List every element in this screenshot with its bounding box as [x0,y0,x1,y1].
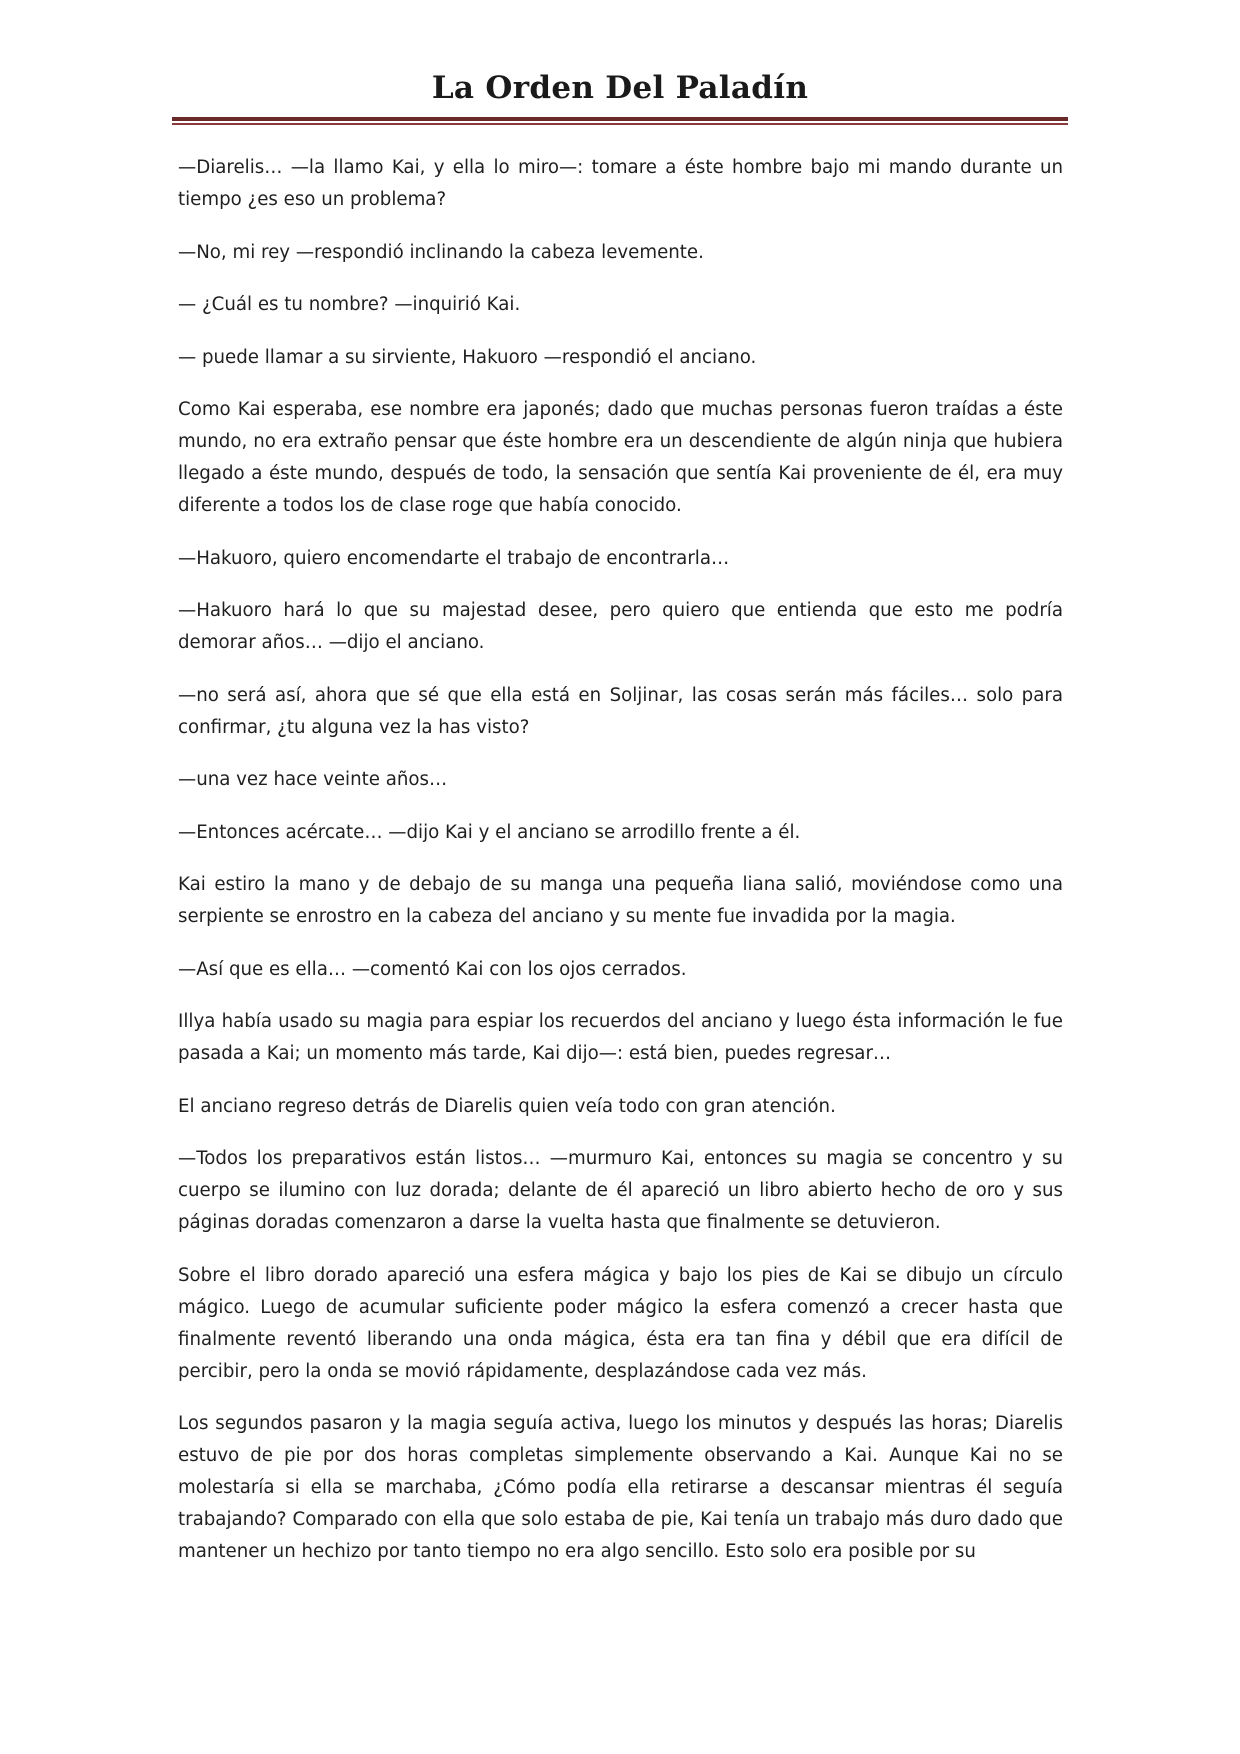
paragraph: Los segundos pasaron y la magia seguía activa, luego los minutos y después las horas; Diarelis estuvo de pie por dos horas completas simplemente observando a Kai. Aunque Kai no se molestaría si ella se marchaba, ¿Cómo podía ella retirarse a descansar mientras él seguía trabajando? Comparado con ella que solo estaba de pie, Kai tenía un trabajo más duro dado que mantener un hechizo por tanto tiempo no era algo sencillo. Esto solo era posible por su [178,1413,1063,1562]
paragraph: —no será así, ahora que sé que ella está en Soljinar, las cosas serán más fáciles… solo para confirmar, ¿tu alguna vez la has visto? [178,684,1063,738]
paragraph: —No, mi rey —respondió inclinando la cabeza levemente. [178,241,704,263]
header-rule-thick [172,117,1068,121]
body-text [178,152,1063,1568]
paragraph: —Diarelis… —la llamo Kai, y ella lo miro—: tomare a éste hombre bajo mi mando durante un tiempo ¿es eso un problema? [178,157,1063,210]
paragraph: —Hakuoro, quiero encomendarte el trabajo de encontrarla… [178,547,730,569]
header-rule-thin [172,123,1068,125]
paragraph: Illya había usado su magia para espiar los recuerdos del anciano y luego ésta información le fue pasada a Kai; un momento más tarde, Kai dijo—: está bien, puedes regresar… [178,1011,1063,1064]
paragraph: Sobre el libro dorado apareció una esfera mágica y bajo los pies de Kai se dibujo un círculo mágico. Luego de acumular suficiente poder mágico la esfera comenzó a crecer hasta que finalmente reventó liberando una onda mágica, ésta era tan fina y débil que era difícil de percibir, pero la onda se movió rápidamente, desplazándose cada vez más. [178,1264,1063,1382]
paragraph: Kai estiro la mano y de debajo de su manga una pequeña liana salió, moviéndose como una serpiente se enrostro en la cabeza del anciano y su mente fue invadida por la magia. [178,874,1063,927]
paragraph: —Hakuoro hará lo que su majestad desee, pero quiero que entienda que esto me podría demorar años… —dijo el anciano. [178,600,1063,653]
paragraph: —Entonces acércate… —dijo Kai y el anciano se arrodillo frente a él. [178,821,801,843]
paragraph: —Así que es ella… —comentó Kai con los ojos cerrados. [178,958,687,980]
paragraph: — puede llamar a su sirviente, Hakuoro —respondió el anciano. [178,346,757,368]
paragraph: — ¿Cuál es tu nombre? —inquirió Kai. [178,294,521,315]
paragraph: —una vez hace veinte años… [178,769,448,790]
paragraph: —Todos los preparativos están listos… —murmuro Kai, entonces su magia se concentro y su cuerpo se ilumino con luz dorada; delante de él apareció un libro abierto hecho de oro y sus páginas doradas comenzaron a darse la vuelta hasta que finalmente se detuvieron. [178,1148,1063,1233]
paragraph: El anciano regreso detrás de Diarelis quien veía todo con gran atención. [178,1095,836,1117]
page-title: La Orden Del Paladín [431,70,809,106]
page-header [172,70,1068,125]
paragraph: Como Kai esperaba, ese nombre era japonés; dado que muchas personas fueron traídas a éste mundo, no era extraño pensar que éste hombre era un descendiente de algún ninja que hubiera llegado a éste mundo, después de todo, la sensación que sentía Kai proveniente de él, era muy diferente a todos los de clase roge que había conocido. [178,399,1063,516]
